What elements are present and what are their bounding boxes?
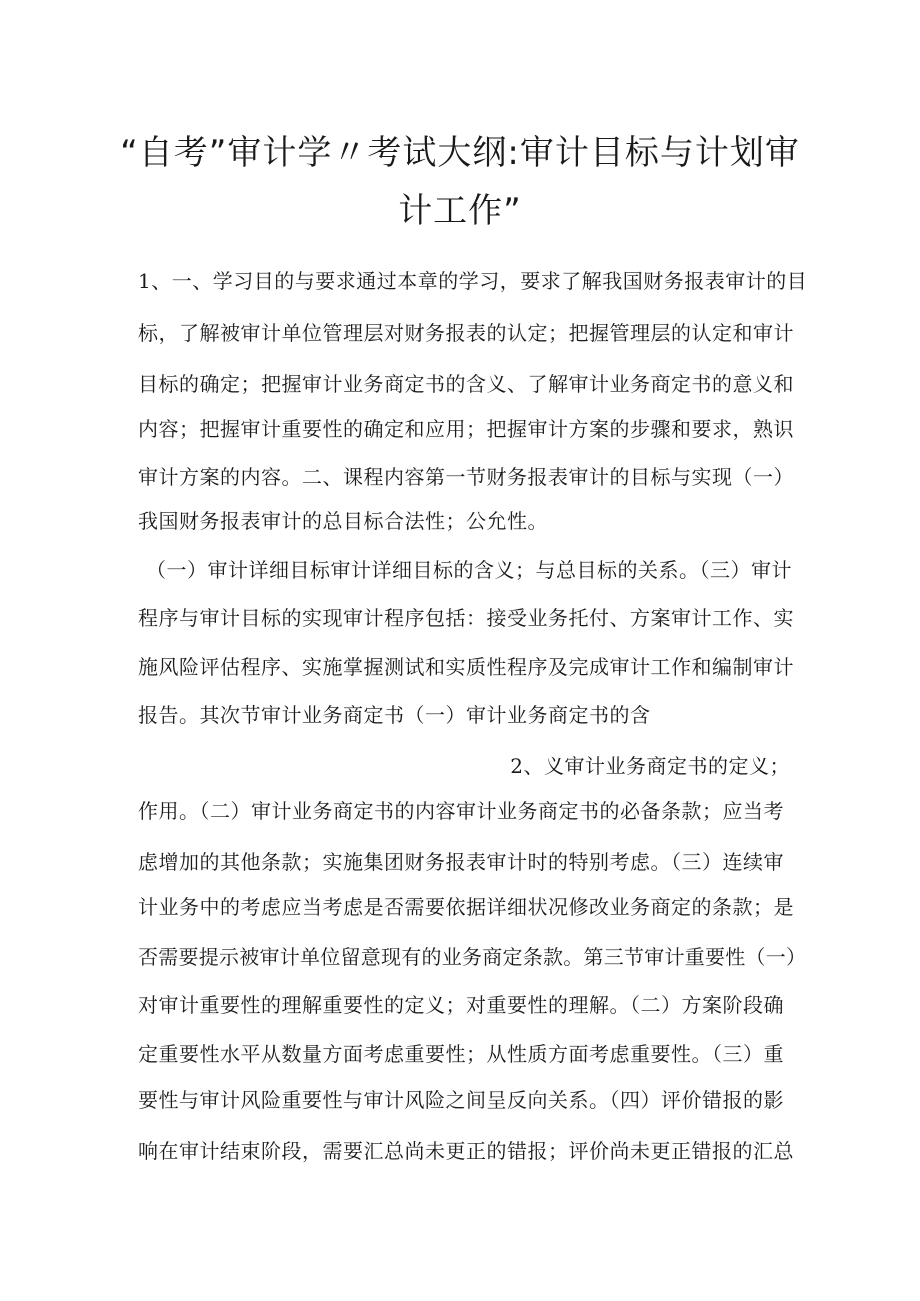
text-line: 要性与审计风险重要性与审计风险之间呈反向关系。（四）评价错报的影 [138,1088,784,1112]
text-line: 1、一、学习目的与要求通过本章的学习，要求了解我国财务报表审计的目 [138,269,808,293]
text-line: 响在审计结束阶段，需要汇总尚未更正的错报；评价尚未更正错报的汇总 [138,1139,794,1163]
text-line: 计业务中的考虑应当考虑是否需要依据详细状况修改业务商定的条款；是 [138,895,794,919]
text-line: 我国财务报表审计的总目标合法性；公允性。 [138,509,548,533]
document-title-line-2: 计工作” [398,191,522,231]
text-line: 否需要提示被审计单位留意现有的业务商定条款。第三节审计重要性（一） [138,945,807,969]
text-line: 审计方案的内容。二、课程内容第一节财务报表审计的目标与实现（一） [138,465,794,489]
text-line-right-aligned: 2、义审计业务商定书的定义； [510,754,790,778]
text-line: 虑增加的其他条款；实施集团财务报表审计时的特别考虑。（三）连续审 [138,850,784,874]
text-line: 程序与审计目标的实现审计程序包括：接受业务托付、方案审计工作、实 [138,606,794,630]
text-line: 内容；把握审计重要性的确定和应用；把握审计方案的步骤和要求，熟识 [138,417,794,441]
document-title-line-1: “自考”审计学〃考试大纲:审计目标与计划审 [120,133,800,173]
text-line: 目标的确定；把握审计业务商定书的含义、了解审计业务商定书的意义和 [138,372,794,396]
text-line: （一）审计详细目标审计详细目标的含义；与总目标的关系。（三）审计 [146,558,792,582]
text-line: 施风险评估程序、实施掌握测试和实质性程序及完成审计工作和编制审计 [138,655,794,679]
text-line: 作用。（二）审计业务商定书的内容审计业务商定书的必备条款；应当考 [138,799,784,823]
text-line: 定重要性水平从数量方面考虑重要性；从性质方面考虑重要性。（三）重 [138,1042,784,1066]
text-line: 报告。其次节审计业务商定书（一）审计业务商定书的含 [138,703,651,727]
text-line: 标，了解被审计单位管理层对财务报表的认定；把握管理层的认定和审计 [138,321,794,345]
text-line: 对审计重要性的理解重要性的定义；对重要性的理解。（二）方案阶段确 [138,993,784,1017]
